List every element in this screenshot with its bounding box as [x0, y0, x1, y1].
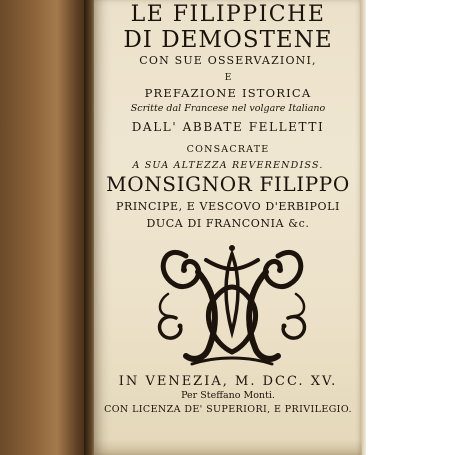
dedication-line: CONSACRATE: [186, 144, 270, 155]
dedicatee-title-line: A SUA ALTEZZA REVERENDISS.: [132, 160, 324, 171]
imprint-license: CON LICENZA DE' SUPERIORI, E PRIVILEGIO.: [104, 404, 352, 415]
title-line-1: LE FILIPPICHE: [130, 2, 326, 27]
author-line: DALL' ABBATE FELLETTI: [131, 120, 325, 134]
translation-line: Scritte dal Francese nel volgare Italiano: [130, 103, 326, 114]
subtitle-line: CON SUE OSSERVAZIONI,: [139, 54, 317, 67]
dedicatee-rank-line: PRINCIPE, E VESCOVO D'ERBIPOLI: [115, 200, 341, 213]
dedicatee-duchy-line: DUCA DI FRANCONIA &c.: [146, 217, 310, 230]
title-page: [94, 0, 362, 455]
page-shadow: [94, 440, 362, 455]
imprint-place-date: IN VENEZIA, M. DCC. XV.: [118, 374, 338, 389]
conjunction-line: E: [224, 73, 232, 83]
leather-binding: [0, 0, 92, 455]
dedicatee-name-line: MONSIGNOR FILIPPO: [106, 172, 350, 196]
imprint-printer: Per Steffano Monti.: [181, 390, 275, 401]
monogram-ornament-icon: [146, 232, 318, 372]
preface-line: PREFAZIONE ISTORICA: [144, 86, 312, 100]
title-line-2: DI DEMOSTENE: [123, 27, 333, 53]
page-edge: [360, 0, 366, 455]
